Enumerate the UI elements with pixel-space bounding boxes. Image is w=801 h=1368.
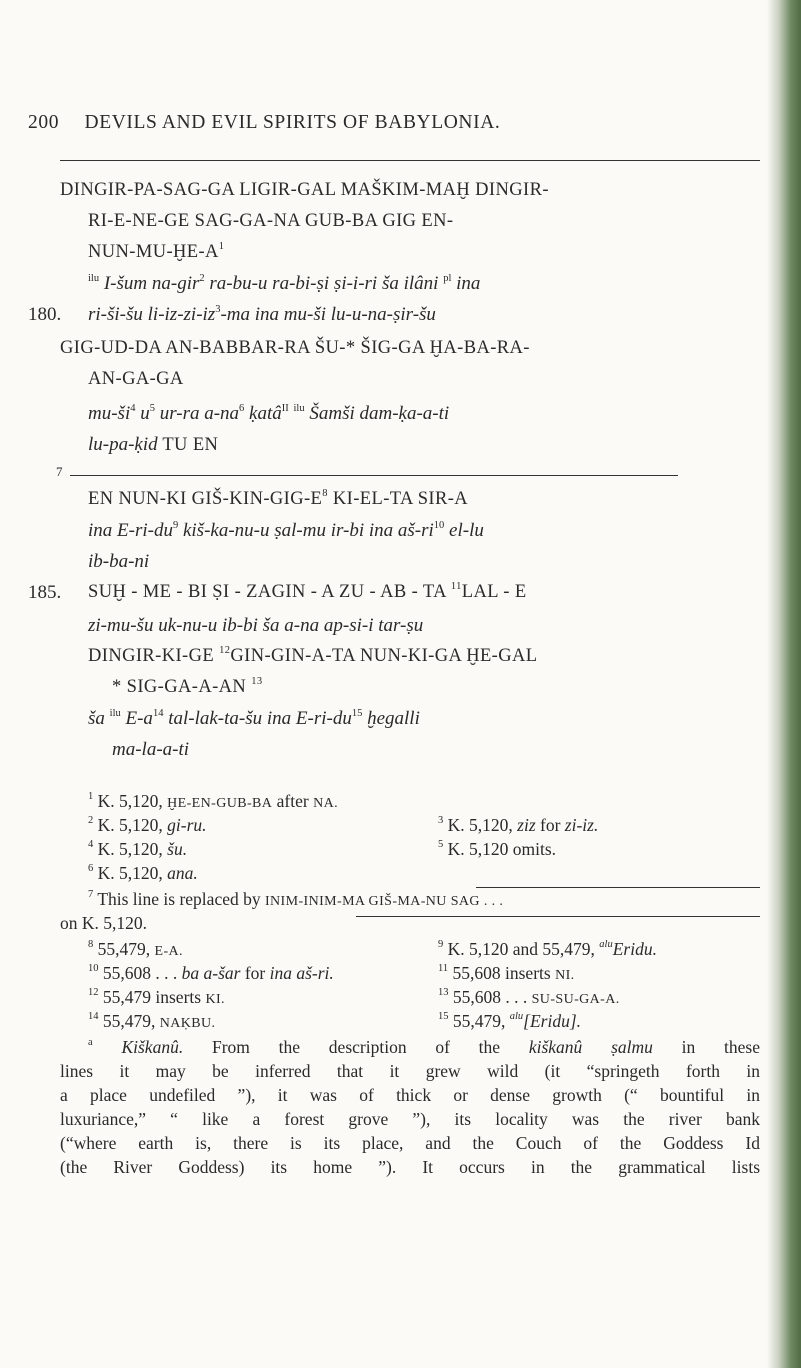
footnote-rule-1 <box>476 887 760 888</box>
footnote-2: $^2$ K. 5,120, gi-ru. <box>88 815 207 835</box>
text-line-6: GIG-UD-DA AN-BABBAR-RA ŠU-* ŠIG-GA ḪA-BA-RA- <box>60 338 530 358</box>
footnote-7: $^7$ This line is replaced by INIM-INIM-MA GIŠ-MA-NU SAG . . . <box>88 889 504 909</box>
footnote-13: $^{13}$ 55,608 . . . SU-SU-GA-A. <box>438 987 620 1007</box>
text-line-10: EN NUN-KI GIŠ-$KIN-GIG-E^8$ KI-EL-TA SIR-A <box>88 488 469 509</box>
footnote-a <box>60 1035 760 1179</box>
text-line-1: DINGIR-PA-SAG-GA LIGIR-GAL MAŠKIM-MAḪ DINGIR- <box>60 180 549 200</box>
footnote-11: $^{11}$ 55,608 inserts NI. <box>438 963 575 983</box>
footnote-a-line-3: a place undefiled ”), it was of thick or dense growth (“ bountiful in <box>60 1085 760 1105</box>
text-line-4: $^{ilu}$ I-šum na-gir$^2$ ra-bu-u ra-bi-ṣi ṣi-i-ri ša ilâni $^{pl}$ ina <box>88 273 481 294</box>
text-line-14: zi-mu-šu uk-nu-u ib-bi ša a-na ap-si-i tar-ṣu <box>88 615 424 636</box>
footnote-14: $^{14}$ 55,479, NAḲBU. <box>88 1011 216 1031</box>
running-title: DEVILS AND EVIL SPIRITS OF BABYLONIA. <box>84 112 501 133</box>
text-line-8: $mu-ši^4$ $u^5$ ur-ra $a-na^6$ ḳatâ$^{II}$ $^{ilu}$ Šamši dam-ḳa-a-ti <box>88 403 450 424</box>
footnote-a-line-5: (“where earth is, there is its place, and the Couch of the Goddess Id <box>60 1133 760 1153</box>
header-rule <box>60 160 760 161</box>
text-line-3: NUN-$MU-ḪE-A^1$ <box>88 241 225 262</box>
footnote-12: $^{12}$ 55,479 inserts KI. <box>88 987 225 1007</box>
line-number-185: 185. <box>28 582 62 603</box>
text-line-7: AN-GA-GA <box>88 369 184 389</box>
running-header <box>28 112 500 134</box>
text-line-5: ri-ši-šu $li-iz-zi-iz^3-ma$ ina mu-ši lu-u-na-ṣir-šu <box>88 304 436 325</box>
text-line-17: ša $^{ilu}$ $E-a^{14}$ tal-lak-ta-šu ina $E-ri-du^{15}$ ḫegalli <box>88 708 420 729</box>
footnote-4: $^4$ K. 5,120, šu. <box>88 839 188 859</box>
page-edge-shadow <box>767 0 801 1368</box>
text-line-15: DINGIR-KI-GE $^{12}$GIN-GIN-A-TA NUN-KI-GA ḪE-GAL <box>88 645 538 666</box>
section-rule <box>70 475 678 476</box>
text-line-2: RI-E-NE-GE SAG-GA-NA GUB-BA GIG EN- <box>88 211 454 231</box>
footnote-1: $^1$ K. 5,120, ḪE-EN-GUB-BA after NA. <box>88 791 338 811</box>
text-line-11: ina $E-ri-du^9$ kiš-ka-nu-u ṣal-mu ir-bi ina $aš-ri^{10}$ el-lu <box>88 520 484 541</box>
footnote-3: $^3$ K. 5,120, ziz for zi-iz. <box>438 815 599 835</box>
line-number-180: 180. <box>28 304 62 325</box>
text-line-12: ib-ba-ni <box>88 551 150 572</box>
footnote-a-line-2: lines it may be inferred that it grew wild (it “springeth forth in <box>60 1061 760 1081</box>
text-line-13: SUḪ - ME - BI ṢI - ZAGIN - A ZU - AB - TA $^{11}$LAL - E <box>88 581 527 602</box>
footnote-9: $^9$ K. 5,120 and 55,479, $^{alu}$Eridu. <box>438 939 657 959</box>
footnote-5: $^5$ K. 5,120 omits. <box>438 839 557 859</box>
text-line-16: * SIG-GA-A-AN $^{13}$ <box>112 676 263 697</box>
footnote-a-line-1: $^a$ Kiškanû. From the description of the kiškanû ṣalmu in these <box>88 1037 760 1057</box>
line-number-7: 7 <box>56 464 63 479</box>
footnote-6: $^6$ K. 5,120, ana. <box>88 863 198 883</box>
page-number: 200 <box>28 112 60 133</box>
footnote-15: $^{15}$ 55,479, $^{alu}$[Eridu]. <box>438 1011 582 1031</box>
footnote-rule-2 <box>356 916 760 917</box>
text-line-18: ma-la-a-ti <box>112 739 190 760</box>
footnote-a-line-4: luxuriance,” “ like a forest grove ”), its locality was the river bank <box>60 1109 760 1129</box>
footnote-10: $^{10}$ 55,608 . . . ba a-šar for ina aš-ri. <box>88 963 334 983</box>
footnote-8: $^8$ 55,479, E-A. <box>88 939 183 959</box>
text-line-9: lu-pa-ḳid TU EN <box>88 434 219 455</box>
footnote-7-cont: on K. 5,120. <box>60 913 148 933</box>
footnote-a-line-6: (the River Goddess) its home ”). It occurs in the grammatical lists <box>60 1157 760 1177</box>
